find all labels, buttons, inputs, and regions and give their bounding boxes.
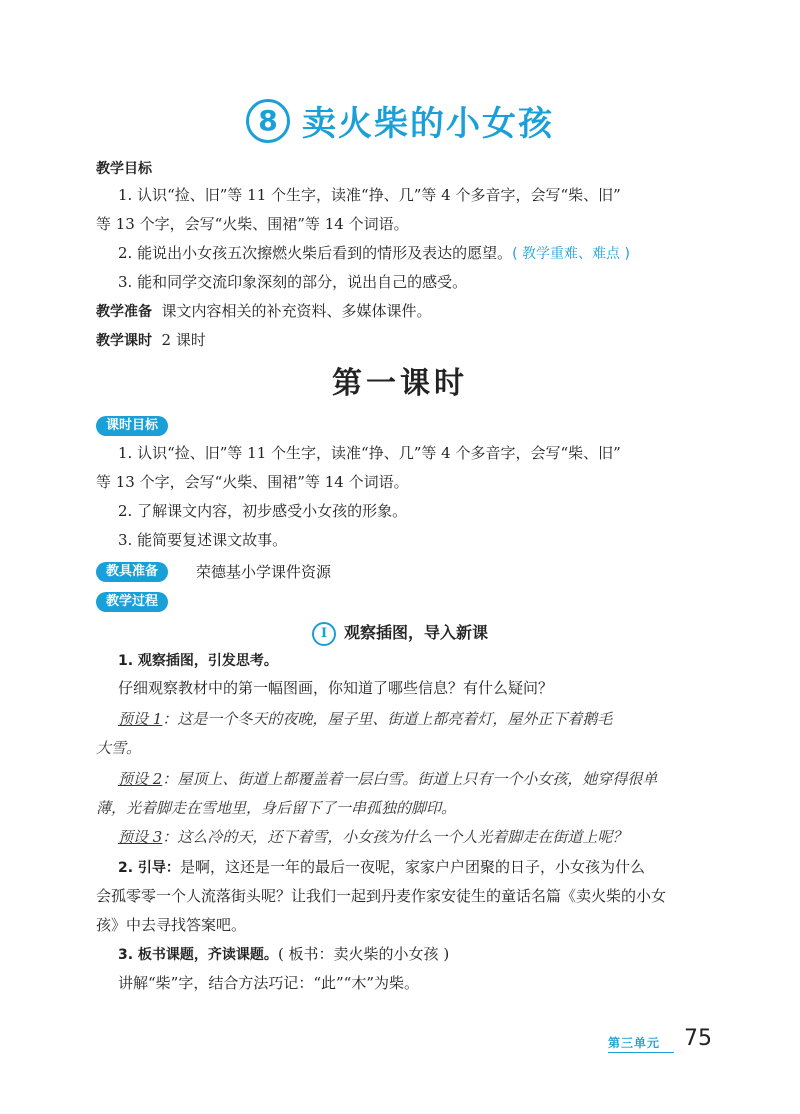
step-3-title: 3. 板书课题，齐读课题。 xyxy=(118,947,278,963)
objective-1-line-2: 等 13 个字，会写“火柴、围裙”等 14 个词语。 xyxy=(96,215,409,233)
step-2-line-1 xyxy=(118,856,738,879)
footer-divider xyxy=(608,1052,674,1053)
preset-3-line-1 xyxy=(118,826,738,848)
preset-2-line-2: 薄，光着脚走在雪地里，身后留下了一串孤独的脚印。 xyxy=(96,799,457,817)
period-goal-1-line-2: 等 13 个字，会写“火柴、围裙”等 14 个词语。 xyxy=(96,473,409,491)
step-3-note: ( 板书：卖火柴的小女孩 ) xyxy=(277,945,450,963)
step-1-question: 仔细观察教材中的第一幅图画，你知道了哪些信息？有什么疑问？ xyxy=(118,679,554,697)
period-goals-badge: 课时目标 xyxy=(96,416,168,436)
preset-1-label: 预设 1 xyxy=(118,710,163,728)
footer-unit: 第三单元 xyxy=(608,1036,661,1050)
period-goal-2: 2. 了解课文内容，初步感受小女孩的形象。 xyxy=(118,502,408,520)
step-3-explain: 讲解“柴”字，结合方法巧记：“此”“木”为柴。 xyxy=(118,974,420,992)
periods-text: 2 课时 xyxy=(161,331,206,349)
objective-1-line-1: 1. 认识“捡、旧”等 11 个生字，读准“挣、几”等 4 个多音字，会写“柴、旧” xyxy=(118,186,621,204)
preset-3-text: ：这么冷的天，还下着雪，小女孩为什么一个人光着脚走在街道上呢？ xyxy=(162,828,628,846)
objectives-heading: 教学目标 xyxy=(96,161,152,177)
objective-2-note: ( 教学重难、难点 ) xyxy=(512,246,630,262)
lesson-title xyxy=(0,96,800,145)
objective-2 xyxy=(118,242,738,265)
section-title: 第一课时 xyxy=(332,366,468,401)
step-2-text: 是啊，这还是一年的最后一夜呢，家家户户团聚的日子，小女孩为什么 xyxy=(179,858,645,876)
part-1-heading xyxy=(0,620,800,646)
preset-1-text: ：这是一个冬天的夜晚，屋子里、街道上都亮着灯，屋外正下着鹅毛 xyxy=(162,710,613,728)
part-1-title: 观察插图，导入新课 xyxy=(343,623,488,642)
preset-2-label: 预设 2 xyxy=(118,770,163,788)
lesson-title-text: 卖火柴的小女孩 xyxy=(302,104,554,144)
preparation-text: 课文内容相关的补充资料、多媒体课件。 xyxy=(161,302,432,320)
preset-2-line-1 xyxy=(118,768,738,790)
objective-2-text: 2. 能说出小女孩五次擦燃火柴后看到的情形及表达的愿望。 xyxy=(118,244,513,262)
period-goal-1-line-1: 1. 认识“捡、旧”等 11 个生字，读准“挣、几”等 4 个多音字，会写“柴、旧” xyxy=(118,444,621,462)
period-goal-3: 3. 能简要复述课文故事。 xyxy=(118,531,288,549)
preset-1-line-2: 大雪。 xyxy=(96,739,142,757)
periods xyxy=(96,329,716,352)
step-3-line xyxy=(118,943,738,966)
tools-text: 荣德基小学课件资源 xyxy=(196,563,332,581)
step-2-title: 2. 引导： xyxy=(118,860,180,876)
preparation xyxy=(96,300,716,323)
step-2-line-3: 孩》中去寻找答案吧。 xyxy=(96,916,247,934)
preparation-heading: 教学准备 xyxy=(96,304,152,320)
lesson-number-badge: 8 xyxy=(246,99,290,143)
step-2-line-2: 会孤零零一个人流落街头呢？让我们一起到丹麦作家安徒生的童话名篇《卖火柴的小女 xyxy=(96,887,667,905)
preset-3-label: 预设 3 xyxy=(118,828,163,846)
objective-3: 3. 能和同学交流印象深刻的部分，说出自己的感受。 xyxy=(118,273,468,291)
process-badge: 教学过程 xyxy=(96,592,168,612)
preset-1-line-1 xyxy=(118,708,738,730)
part-1-numeral: I xyxy=(312,622,336,646)
tools-badge: 教具准备 xyxy=(96,562,168,582)
step-1-title: 1. 观察插图，引发思考。 xyxy=(118,653,278,669)
periods-heading: 教学课时 xyxy=(96,333,152,349)
preset-2-text: ：屋顶上、街道上都覆盖着一层白雪。街道上只有一个小女孩，她穿得很单 xyxy=(162,770,658,788)
page-number: 75 xyxy=(684,1026,712,1051)
